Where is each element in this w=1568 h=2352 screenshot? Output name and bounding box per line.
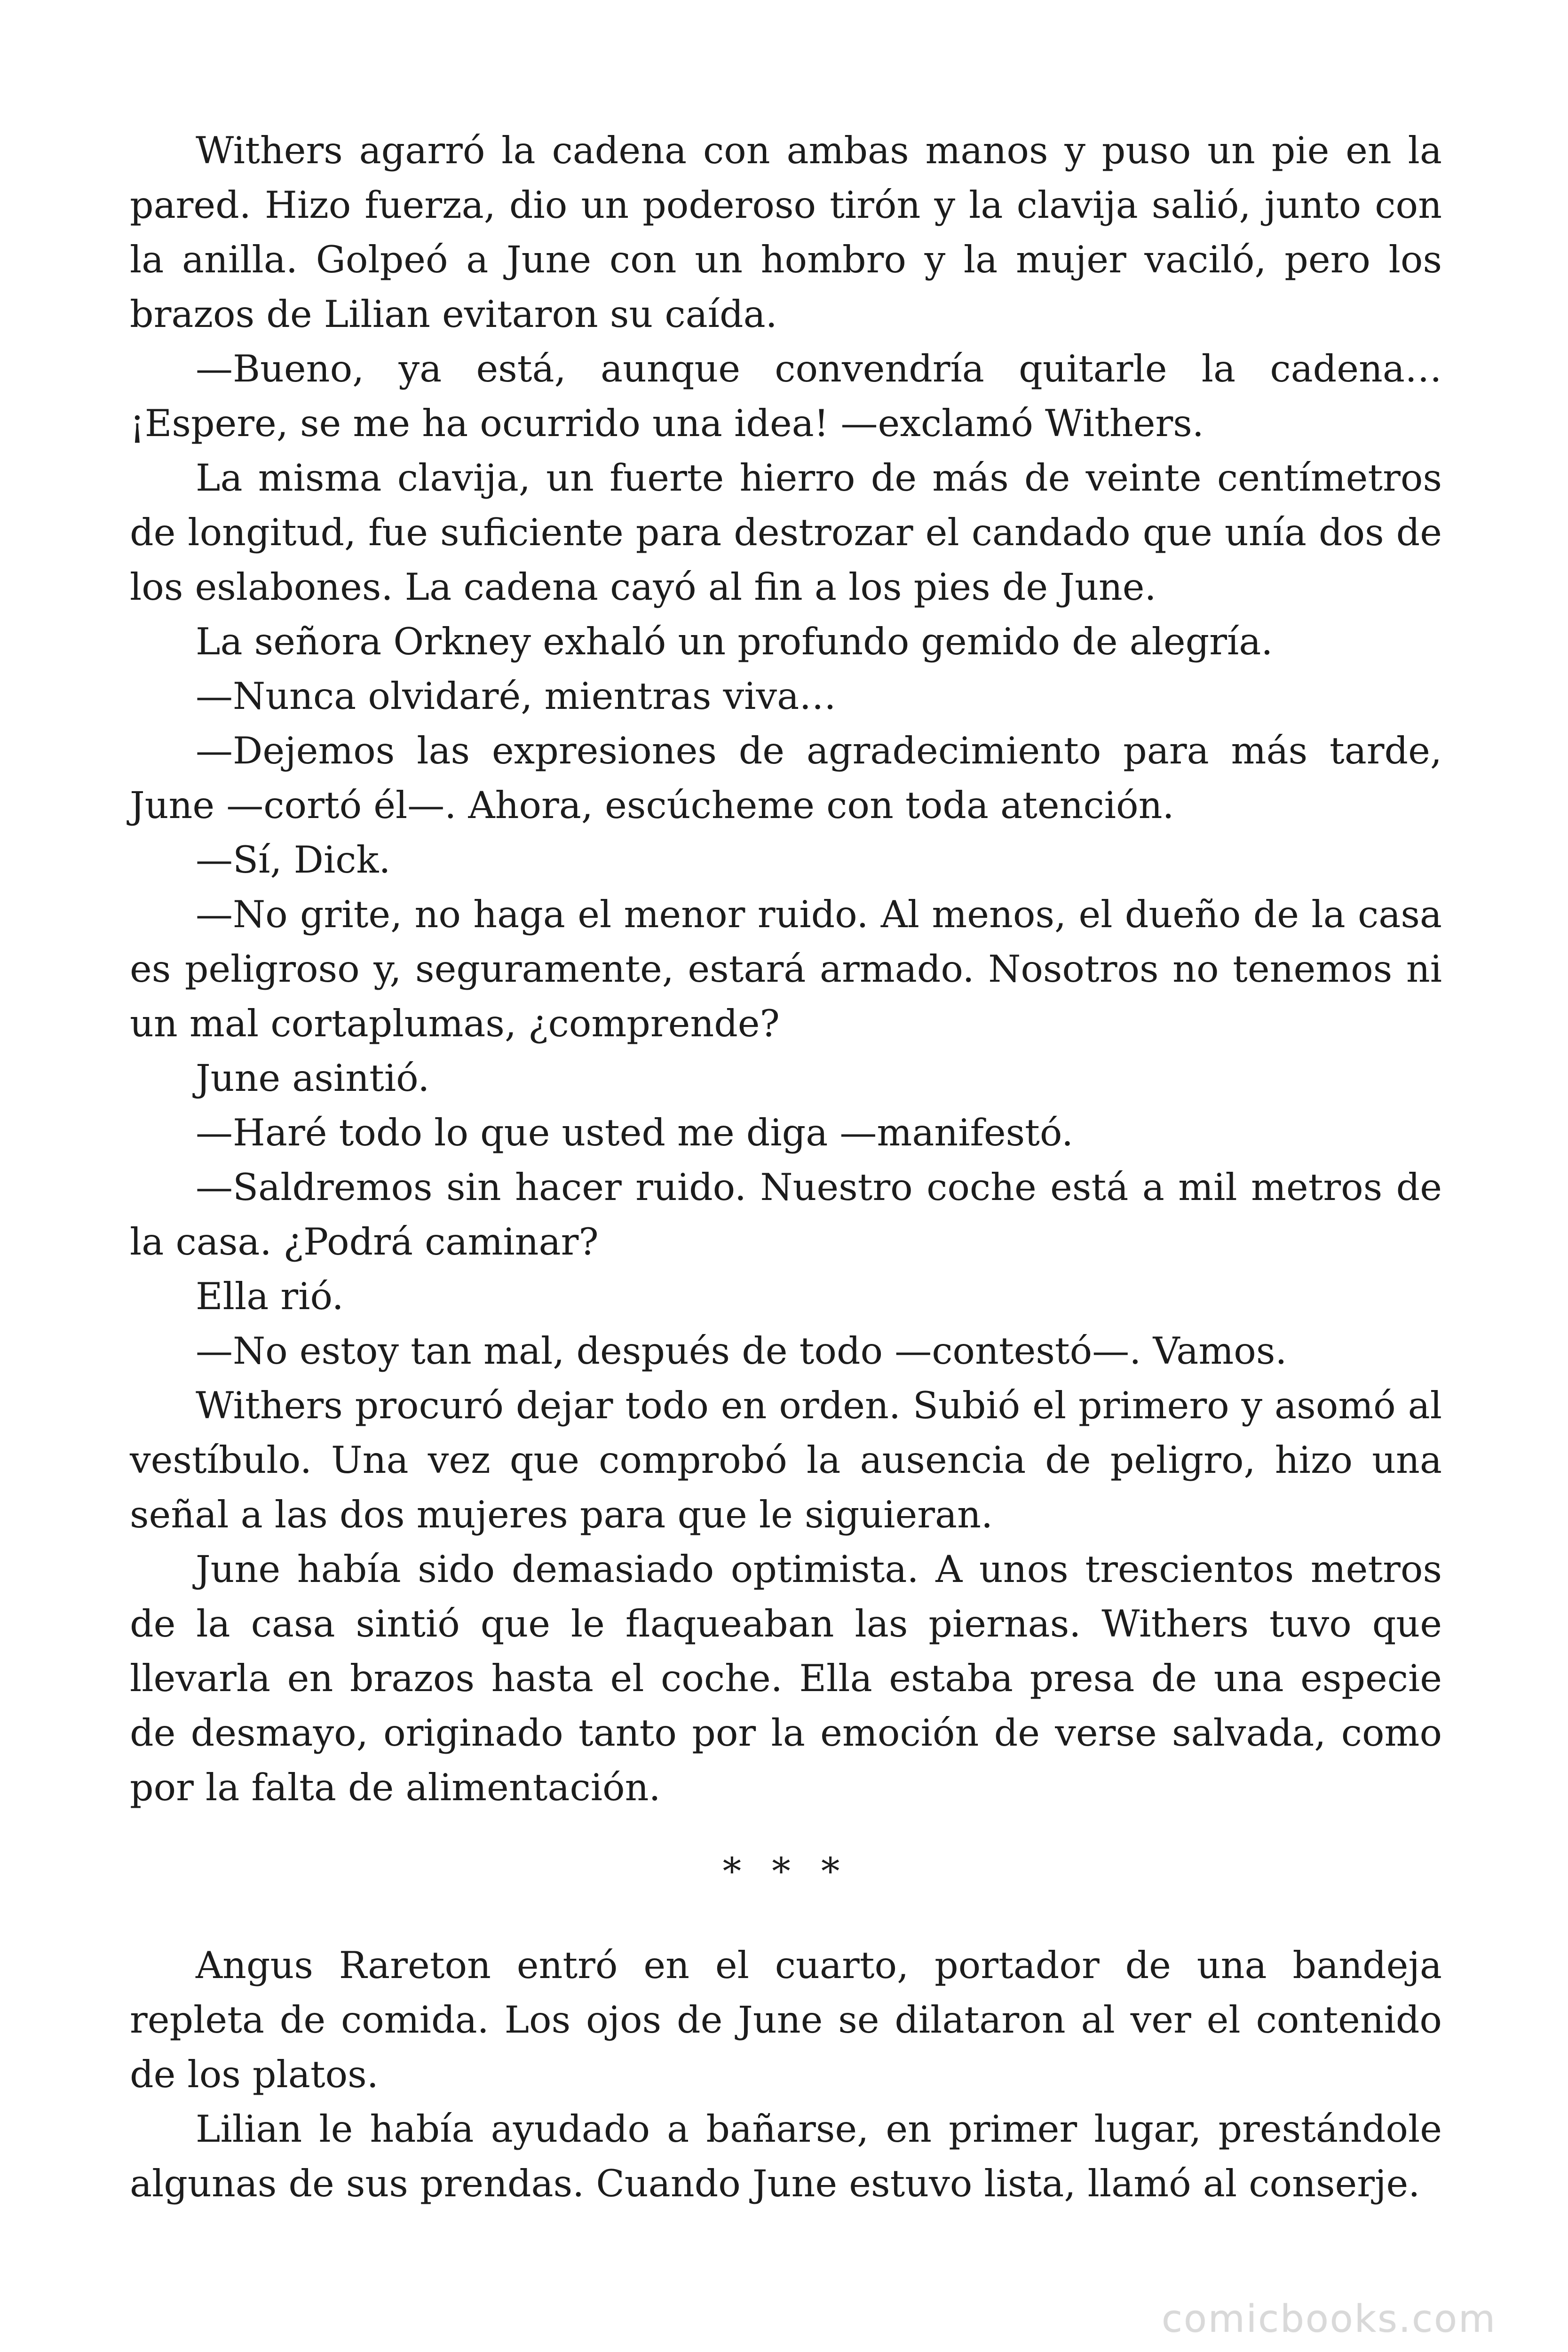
paragraph: —Dejemos las expresiones de agradecimiento para más tarde, June —cortó él—. Ahora, escúcheme con toda atención. [130, 729, 1442, 827]
paragraph: —Bueno, ya está, aunque convendría quitarle la cadena… ¡Espere, se me ha ocurrido una idea! —exclamó Withers. [130, 347, 1442, 445]
watermark: comicbooks.com [1162, 2297, 1497, 2341]
paragraph: Angus Rareton entró en el cuarto, portador de una bandeja repleta de comida. Los ojos de June se dilataron al ver el contenido de los platos. [130, 1944, 1442, 2096]
paragraph: Withers agarró la cadena con ambas manos y puso un pie en la pared. Hizo fuerza, dio un poderoso tirón y la clavija salió, junto con la anilla. Golpeó a June con un hombro y la mujer vaciló, pero los brazos de Lilian evitaron su caída. [130, 129, 1442, 336]
paragraph: Withers procuró dejar todo en orden. Subió el primero y asomó al vestíbulo. Una vez que comprobó la ausencia de peligro, hizo una señal a las dos mujeres para que le siguieran. [130, 1384, 1442, 1536]
paragraph: La misma clavija, un fuerte hierro de más de veinte centímetros de longitud, fue suficiente para destrozar el candado que unía dos de los eslabones. La cadena cayó al fin a los pies de June. [130, 456, 1442, 609]
paragraph: Ella rió. [196, 1275, 344, 1318]
page-text-block [130, 123, 1442, 2211]
paragraph: June asintió. [196, 1057, 430, 1100]
paragraph: —Saldremos sin hacer ruido. Nuestro coche está a mil metros de la casa. ¿Podrá caminar? [130, 1166, 1442, 1263]
paragraph: La señora Orkney exhaló un profundo gemido de alegría. [196, 620, 1273, 663]
paragraph: —No estoy tan mal, después de todo —contestó—. Vamos. [196, 1329, 1287, 1373]
paragraph: —Haré todo lo que usted me diga —manifestó. [196, 1111, 1074, 1154]
paragraph: Lilian le había ayudado a bañarse, en primer lugar, prestándole algunas de sus prendas. Cuando June estuvo lista, llamó al conserje. [130, 2107, 1442, 2205]
paragraph: —Sí, Dick. [196, 838, 391, 882]
scene-break: * * * [722, 1850, 849, 1893]
paragraph: —Nunca olvidaré, mientras viva… [196, 675, 837, 718]
paragraph: —No grite, no haga el menor ruido. Al menos, el dueño de la casa es peligroso y, seguramente, estará armado. Nosotros no tenemos ni un mal cortaplumas, ¿comprende? [130, 893, 1442, 1045]
paragraph: June había sido demasiado optimista. A unos trescientos metros de la casa sintió que le flaqueaban las piernas. Withers tuvo que llevarla en brazos hasta el coche. Ella estaba presa de una especie de desmayo, originado tanto por la emoción de verse salvada, como por la falta de alimentación. [130, 1548, 1442, 1809]
